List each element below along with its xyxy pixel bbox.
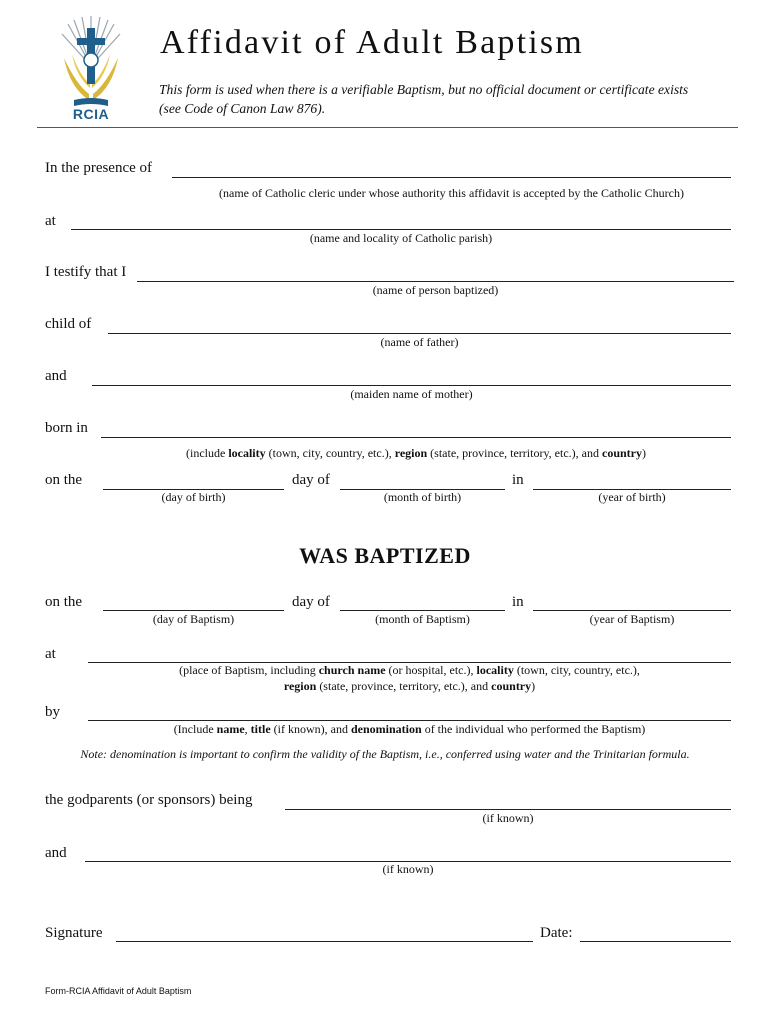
birth-on-the-label: on the [45,472,83,488]
baptism-day-caption: (day of Baptism) [152,612,235,626]
logo-text: RCIA [72,106,110,122]
person-baptized-caption: (name of person baptized) [372,283,499,297]
baptism-day-of-label: day of [292,594,330,610]
godparents-label: the godparents (or sponsors) being [45,792,253,808]
father-field[interactable] [108,333,731,334]
parish-label: at [45,213,56,229]
birth-year-caption: (year of birth) [598,490,666,504]
baptism-month-field[interactable] [340,610,505,611]
birthplace-field[interactable] [101,437,731,438]
mother-label: and [45,368,67,384]
presence-label: In the presence of [45,160,153,176]
baptized-by-field[interactable] [88,720,731,721]
child-of-label: child of [45,316,92,332]
godparent-2-label: and [45,845,67,861]
mother-caption: (maiden name of mother) [350,387,473,401]
birth-day-of-label: day of [292,472,330,488]
testify-label: I testify that I [45,264,127,280]
born-in-label: born in [45,420,88,436]
form-footer: Form-RCIA Affidavit of Adult Baptism [45,986,192,996]
godparent-1-caption: (if known) [482,811,534,825]
form-title: Affidavit of Adult Baptism [160,24,584,61]
presence-field[interactable] [172,177,731,178]
baptism-on-the-label: on the [45,594,83,610]
baptism-year-field[interactable] [533,610,731,611]
godparent-2-caption: (if known) [382,862,434,876]
father-caption: (name of father) [380,335,459,349]
baptism-year-caption: (year of Baptism) [589,612,675,626]
birth-in-label: in [512,472,524,488]
mother-field[interactable] [92,385,731,386]
intro-line-1: This form is used when there is a verifiable Baptism, but no official document or certificate exists [159,82,689,97]
parish-caption: (name and locality of Catholic parish) [309,231,493,245]
person-baptized-field[interactable] [137,281,734,282]
baptized-by-caption: (Include name, title (if known), and denomination of the individual who performed the Baptism) [173,722,646,736]
date-field[interactable] [580,941,731,942]
intro-line-2: (see Code of Canon Law 876). [159,101,326,116]
signature-field[interactable] [116,941,533,942]
baptized-heading: WAS BAPTIZED [299,543,471,568]
presence-caption: (name of Catholic cleric under whose authority this affidavit is accepted by the Catholic Church) [219,186,684,200]
birthplace-caption: (include locality (town, city, country, etc.), region (state, province, territory, etc.), and country) [185,446,646,460]
baptized-by-label: by [45,704,60,720]
baptism-place-caption-line2: region (state, province, territory, etc.), and country) [283,679,536,693]
form-intro [159,80,739,118]
baptism-in-label: in [512,594,524,610]
date-label: Date: [540,925,573,941]
godparent-1-field[interactable] [285,809,731,810]
header-divider [37,127,738,128]
signature-label: Signature [45,925,103,941]
birth-day-caption: (day of birth) [161,490,226,504]
birth-month-caption: (month of birth) [383,490,462,504]
baptism-day-field[interactable] [103,610,284,611]
denomination-note: Note: denomination is important to confirm the validity of the Baptism, i.e., conferred using water and the Trinitarian formula. [80,747,690,761]
parish-field[interactable] [71,229,731,230]
baptism-month-caption: (month of Baptism) [375,612,470,626]
baptism-place-label: at [45,646,56,662]
rcia-logo [56,14,126,122]
baptism-place-caption-line1: (place of Baptism, including church name (or hospital, etc.), locality (town, city, country, etc.), [179,663,640,677]
